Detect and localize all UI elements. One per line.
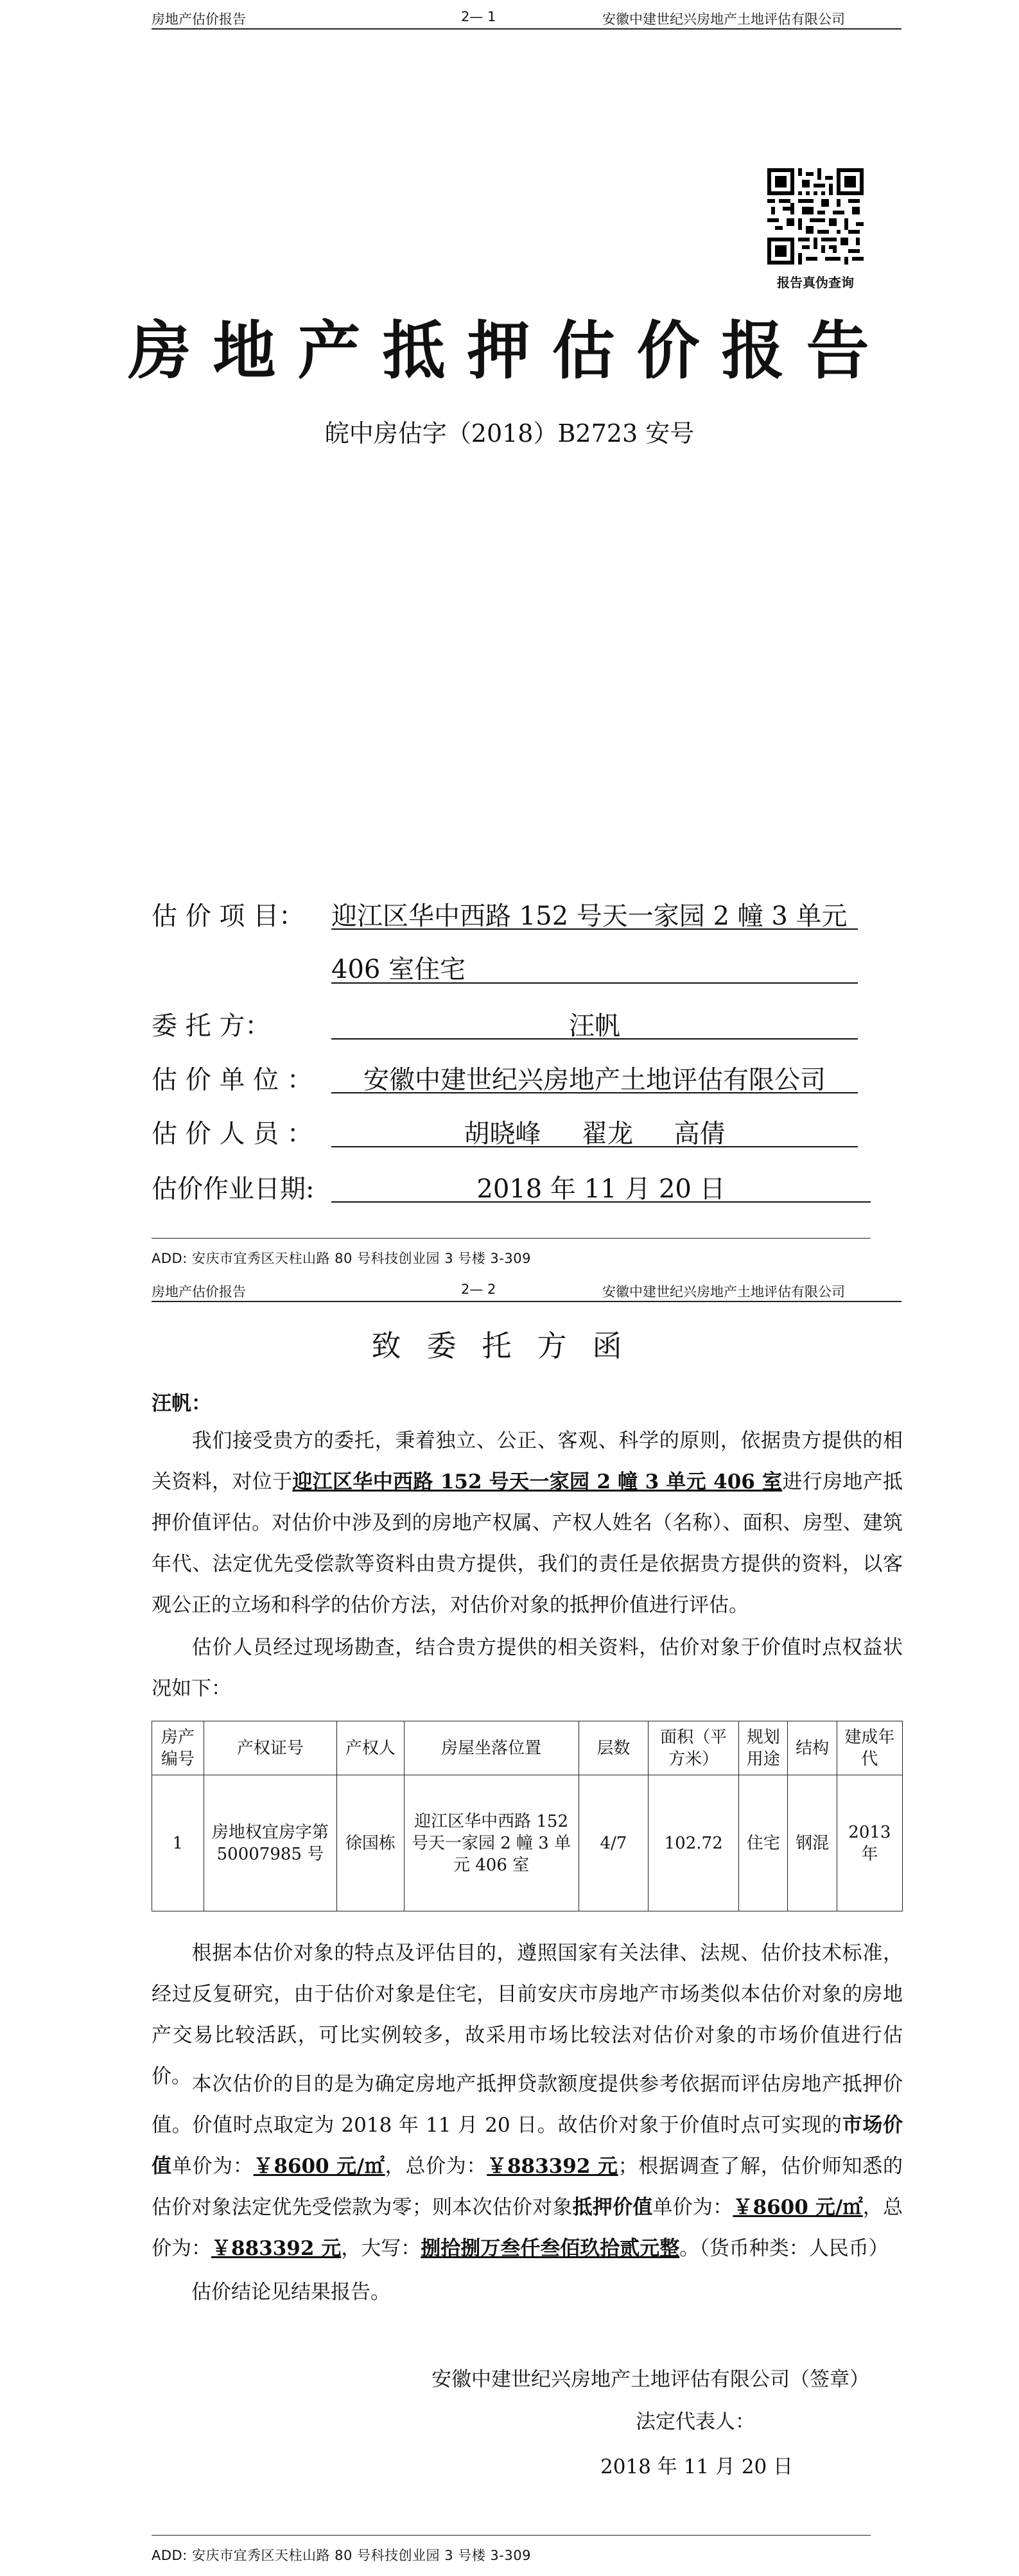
- report-document-number: 皖中房估字（2018）B2723 安号: [324, 419, 695, 448]
- field-value-work-date: 2018 年 11 月 20 日: [476, 1174, 726, 1204]
- signature-legal-representative: 法定代表人：: [636, 2410, 755, 2433]
- page2-header-left: 房地产估价报告: [152, 1284, 246, 1300]
- field-label-project: 估 价 项 目：: [152, 901, 305, 931]
- table-cell: 102.72: [649, 1775, 739, 1911]
- table-header-row: [152, 1721, 903, 1775]
- field-label-appraisers: 估 价 人 员 ：: [152, 1119, 313, 1149]
- page1-header-left: 房地产估价报告: [152, 12, 246, 27]
- table-cell: 4/7: [579, 1775, 649, 1911]
- qr-caption: 报告真伪查询: [777, 275, 854, 290]
- page1-header-right: 安徽中建世纪兴房地产土地评估有限公司: [602, 12, 845, 27]
- signature-company: 安徽中建世纪兴房地产土地评估有限公司（签章）: [431, 2368, 869, 2391]
- page1-header-rule: [152, 28, 901, 30]
- qr-code-icon: [767, 168, 864, 265]
- table-cell: 房地权宜房字第 50007985 号: [204, 1775, 337, 1911]
- field-label-appraisal-firm: 估 价 单 位 ：: [152, 1065, 313, 1095]
- field-value-appraisal-firm: 安徽中建世纪兴房地产土地评估有限公司: [363, 1065, 826, 1095]
- project-underline-1: [331, 928, 858, 930]
- date-underline: [331, 1201, 871, 1203]
- appraisers-underline: [331, 1146, 858, 1147]
- table-cell: 徐国栋: [337, 1775, 404, 1911]
- table-cell: 迎江区华中西路 152 号天一家园 2 幢 3 单元 406 室: [404, 1775, 579, 1911]
- table-header: 房产编号: [152, 1721, 204, 1775]
- table-header: 产权人: [337, 1721, 404, 1775]
- page2-footer-rule: [152, 2535, 871, 2536]
- letter-title: 致委托方函: [371, 1328, 648, 1363]
- page2-header-right: 安徽中建世纪兴房地产土地评估有限公司: [602, 1284, 845, 1300]
- letter-salutation: 汪帆：: [152, 1392, 211, 1415]
- table-header: 产权证号: [204, 1721, 337, 1775]
- letter-paragraph-5: 估价结论见结果报告。: [191, 2281, 390, 2304]
- page1-header-page-number: 2— 1: [461, 9, 496, 24]
- report-title: 房地产抵押估价报告: [128, 314, 891, 388]
- firm-underline: [331, 1092, 858, 1093]
- table-cell: 钢混: [788, 1775, 837, 1911]
- table-header: 建成年代: [837, 1721, 902, 1775]
- page2-header-page-number: 2— 2: [461, 1282, 496, 1297]
- signature-date: 2018 年 11 月 20 日: [600, 2455, 794, 2478]
- client-underline: [331, 1038, 858, 1040]
- letter-paragraph-2: 估价人员经过现场勘查，结合贵方提供的相关资料，估价对象于价值时点权益状况如下：: [152, 1636, 903, 1700]
- property-table: [152, 1721, 903, 1911]
- field-label-work-date: 估价作业日期:: [152, 1174, 315, 1204]
- table-header: 层数: [579, 1721, 649, 1775]
- letter-paragraph-3: 根据本估价对象的特点及评估目的，遵照国家有关法律、法规、估价技术标准，经过反复研究，由于估价对象是住宅，目前安庆市房地产市场类似本估价对象的房地产交易比较活跃，可比实例较多，故采用市场比较法对估价对象的市场价值进行估价。: [152, 1942, 903, 2088]
- field-value-appraisers: 胡晓峰 翟龙 高倩: [464, 1119, 726, 1149]
- table-header: 面积（平方米）: [649, 1721, 739, 1775]
- table-cell: 2013 年: [837, 1775, 902, 1911]
- table-header: 房屋坐落位置: [404, 1721, 579, 1775]
- letter-paragraph-4: 本次估价的目的是为确定房地产抵押贷款额度提供参考依据而评估房地产抵押价值。价值时点取定为 2018 年 11 月 20 日。故估价对象于价值时点可实现的市场价值单价为：￥8600 元/㎡，总价为：￥883392 元；根据调查了解，估价师知悉的估价对象法定优先受偿款为零；则本次估价对象抵押价值单价为：￥8600 元/㎡，总价为：￥883392 元，大写：捌拾捌万叁仟叁佰玖拾贰元整。（货币种类：人民币）: [152, 2073, 903, 2260]
- table-cell: 1: [152, 1775, 204, 1911]
- field-value-project-line2: 406 室住宅: [331, 955, 466, 984]
- page2-address: ADD: 安庆市宜秀区天柱山路 80 号科技创业园 3 号楼 3-309: [152, 2548, 531, 2563]
- project-underline-2: [331, 982, 858, 984]
- page1-address: ADD: 安庆市宜秀区天柱山路 80 号科技创业园 3 号楼 3-309: [152, 1251, 531, 1266]
- field-value-project-line1: 迎江区华中西路 152 号天一家园 2 幢 3 单元: [331, 901, 848, 931]
- field-value-client: 汪帆: [569, 1011, 620, 1041]
- table-header: 结构: [788, 1721, 837, 1775]
- page1-footer-rule: [152, 1238, 871, 1239]
- letter-paragraph-1: 我们接受贵方的委托，秉着独立、公正、客观、科学的原则，依据贵方提供的相关资料，对位于迎江区华中西路 152 号天一家园 2 幢 3 单元 406 室进行房地产抵押价值评估。对估价中涉及到的房地产权属、产权人姓名（名称）、面积、房型、建筑年代、法定优先受偿款等资料由贵方提供，我们的责任是依据贵方提供的资料，以客观公正的立场和科学的估价方法，对估价对象的抵押价值进行评估。: [152, 1429, 903, 1617]
- table-header: 规划用途: [739, 1721, 788, 1775]
- field-label-client: 委 托 方：: [152, 1011, 271, 1041]
- table-row: [152, 1775, 903, 1911]
- table-cell: 住宅: [739, 1775, 788, 1911]
- page2-header-rule: [152, 1301, 901, 1302]
